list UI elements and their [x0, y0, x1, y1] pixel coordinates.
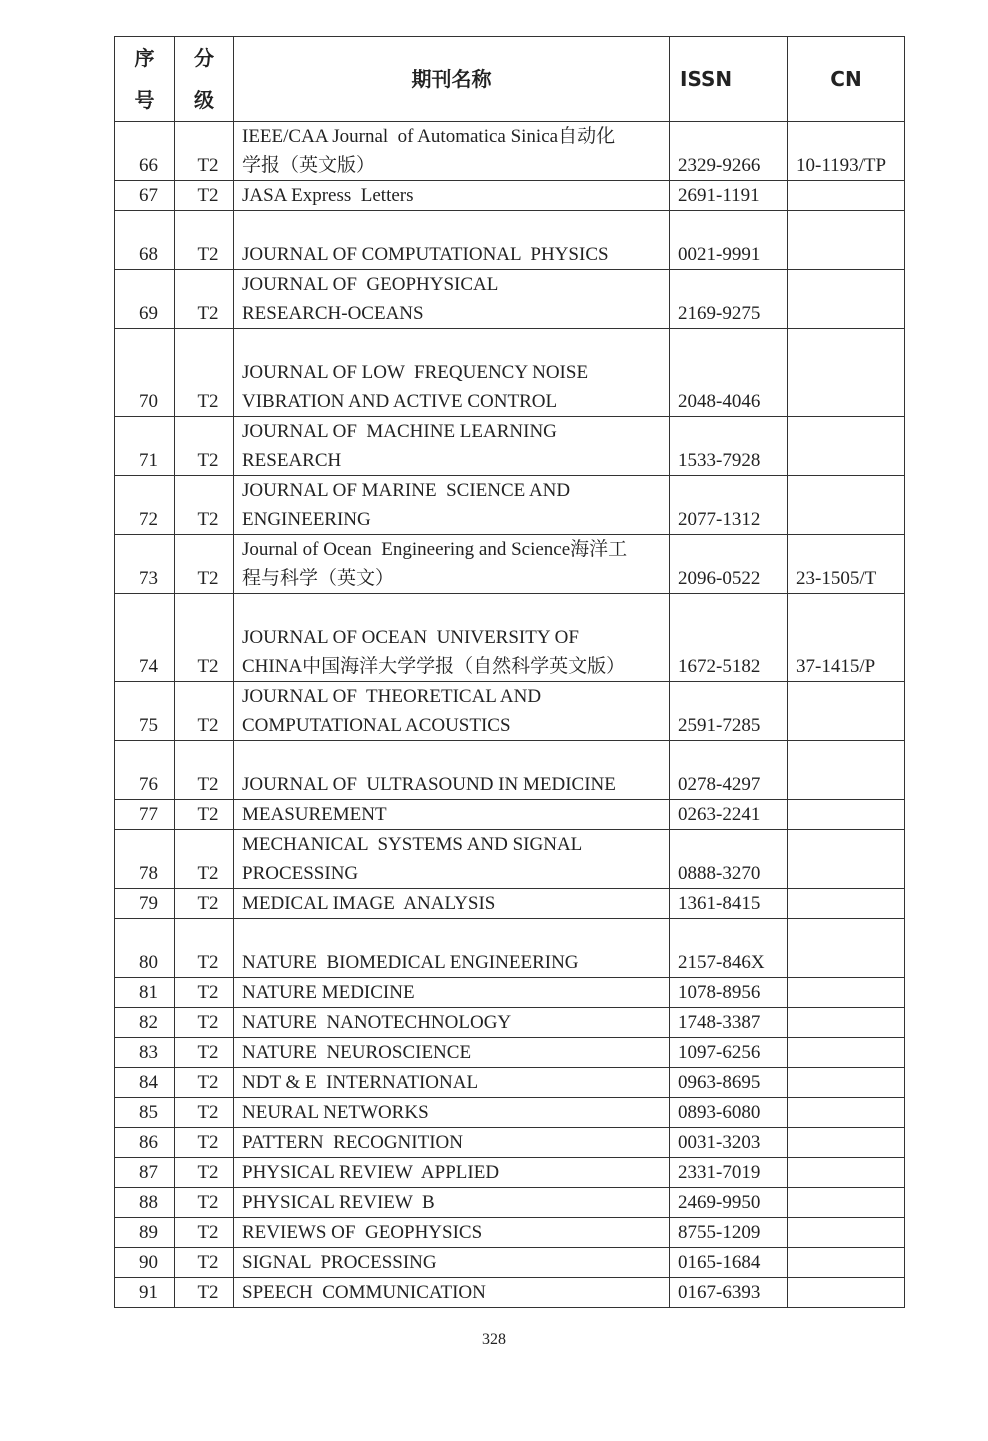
- journal-cn: [788, 830, 905, 889]
- row-level: T2: [175, 919, 234, 978]
- header-level: [175, 37, 234, 122]
- header-level-line2: 级: [194, 88, 214, 112]
- row-number: 76: [115, 741, 175, 800]
- journal-cn: [788, 1158, 905, 1188]
- journal-issn: 0888-3270: [670, 830, 788, 889]
- journal-issn: 1672-5182: [670, 594, 788, 682]
- row-level: T2: [175, 1068, 234, 1098]
- row-number: 81: [115, 978, 175, 1008]
- journal-name-line: PHYSICAL REVIEW APPLIED: [242, 1162, 500, 1183]
- row-number: 87: [115, 1158, 175, 1188]
- page-number: 328: [482, 1331, 506, 1348]
- journal-name-line: JOURNAL OF OCEAN UNIVERSITY OF: [242, 627, 579, 648]
- journal-name-line: MEDICAL IMAGE ANALYSIS: [242, 893, 496, 914]
- row-number: 86: [115, 1128, 175, 1158]
- journal-cn: [788, 978, 905, 1008]
- journal-issn: 2691-1191: [670, 181, 788, 211]
- row-number: 70: [115, 329, 175, 417]
- table-row: [115, 741, 905, 800]
- row-level: T2: [175, 1038, 234, 1068]
- header-num: [115, 37, 175, 122]
- journal-cn: [788, 1248, 905, 1278]
- journal-cn: [788, 270, 905, 329]
- journal-issn: 2591-7285: [670, 682, 788, 741]
- row-number: 78: [115, 830, 175, 889]
- row-level: T2: [175, 329, 234, 417]
- journal-cn: 23-1505/T: [788, 535, 905, 594]
- journal-name: [234, 211, 670, 270]
- journal-name-line: COMPUTATIONAL ACOUSTICS: [242, 715, 511, 736]
- journal-issn: 2077-1312: [670, 476, 788, 535]
- journal-name: [234, 1188, 670, 1218]
- journal-name: [234, 919, 670, 978]
- journal-cn: [788, 741, 905, 800]
- row-level: T2: [175, 476, 234, 535]
- journal-cn: 10-1193/TP: [788, 122, 905, 181]
- table-row: [115, 889, 905, 919]
- journal-name: [234, 417, 670, 476]
- header-num-line1: 序: [134, 46, 155, 70]
- journal-name-line: NATURE MEDICINE: [242, 982, 415, 1003]
- journal-name-line: [242, 594, 669, 623]
- journal-issn: 2157-846X: [670, 919, 788, 978]
- table-row: [115, 535, 905, 594]
- row-number: 77: [115, 800, 175, 830]
- journal-cn: [788, 181, 905, 211]
- table-row: [115, 122, 905, 181]
- row-level: T2: [175, 122, 234, 181]
- journal-name-line: [242, 211, 669, 240]
- journal-name-line: [242, 919, 669, 948]
- journal-name-line: JOURNAL OF COMPUTATIONAL PHYSICS: [242, 244, 609, 265]
- journal-name-line: JOURNAL OF MARINE SCIENCE AND: [242, 480, 571, 501]
- table-row: [115, 1278, 905, 1308]
- journal-name-line: PROCESSING: [242, 863, 359, 884]
- journal-name-line: JOURNAL OF THEORETICAL AND: [242, 686, 542, 707]
- table-row: [115, 1158, 905, 1188]
- row-level: T2: [175, 417, 234, 476]
- journal-name-line: PHYSICAL REVIEW B: [242, 1192, 435, 1213]
- journal-name-line: 程与科学（英文）: [242, 568, 395, 589]
- table-row: [115, 830, 905, 889]
- journal-name: [234, 535, 670, 594]
- journal-cn: [788, 1008, 905, 1038]
- journal-issn: 2048-4046: [670, 329, 788, 417]
- journal-name: [234, 1098, 670, 1128]
- journal-issn: 2096-0522: [670, 535, 788, 594]
- journal-table: [114, 36, 905, 1308]
- journal-name-line: JOURNAL OF ULTRASOUND IN MEDICINE: [242, 774, 616, 795]
- journal-cn: [788, 211, 905, 270]
- journal-name-line: [242, 741, 669, 770]
- row-level: T2: [175, 741, 234, 800]
- journal-issn: 1361-8415: [670, 889, 788, 919]
- table-row: [115, 1248, 905, 1278]
- journal-name: [234, 1128, 670, 1158]
- journal-cn: [788, 417, 905, 476]
- row-number: 74: [115, 594, 175, 682]
- journal-issn: 0893-6080: [670, 1098, 788, 1128]
- row-level: T2: [175, 181, 234, 211]
- row-number: 88: [115, 1188, 175, 1218]
- journal-name-line: SPEECH COMMUNICATION: [242, 1282, 486, 1303]
- journal-name-line: MEASUREMENT: [242, 804, 387, 825]
- row-number: 83: [115, 1038, 175, 1068]
- journal-cn: [788, 1098, 905, 1128]
- journal-name: [234, 1278, 670, 1308]
- table-row: [115, 476, 905, 535]
- row-level: T2: [175, 682, 234, 741]
- table-row: [115, 682, 905, 741]
- table-row: [115, 594, 905, 682]
- header-level-line1: 分: [194, 46, 214, 70]
- row-level: T2: [175, 1218, 234, 1248]
- journal-name: [234, 181, 670, 211]
- row-level: T2: [175, 1008, 234, 1038]
- journal-name: [234, 1158, 670, 1188]
- journal-name: [234, 329, 670, 417]
- row-level: T2: [175, 800, 234, 830]
- journal-name-line: JASA Express Letters: [242, 185, 414, 206]
- header-issn: ISSN: [670, 37, 788, 122]
- journal-issn: 0263-2241: [670, 800, 788, 830]
- journal-issn: 1078-8956: [670, 978, 788, 1008]
- header-name: 期刊名称: [234, 37, 670, 122]
- journal-name-line: RESEARCH-OCEANS: [242, 303, 424, 324]
- journal-issn: 0021-9991: [670, 211, 788, 270]
- journal-cn: [788, 919, 905, 978]
- row-level: T2: [175, 1278, 234, 1308]
- row-level: T2: [175, 1188, 234, 1218]
- row-number: 84: [115, 1068, 175, 1098]
- journal-issn: 0031-3203: [670, 1128, 788, 1158]
- journal-name-line: ENGINEERING: [242, 509, 371, 530]
- journal-name: [234, 594, 670, 682]
- journal-name: [234, 830, 670, 889]
- journal-cn: [788, 800, 905, 830]
- journal-name-line: JOURNAL OF MACHINE LEARNING: [242, 421, 557, 442]
- row-level: T2: [175, 270, 234, 329]
- row-number: 69: [115, 270, 175, 329]
- row-number: 91: [115, 1278, 175, 1308]
- journal-issn: 2169-9275: [670, 270, 788, 329]
- table-row: [115, 211, 905, 270]
- journal-name: [234, 122, 670, 181]
- row-number: 75: [115, 682, 175, 741]
- journal-cn: [788, 329, 905, 417]
- journal-name: [234, 1218, 670, 1248]
- journal-issn: 8755-1209: [670, 1218, 788, 1248]
- row-level: T2: [175, 1158, 234, 1188]
- journal-name-line: RESEARCH: [242, 450, 342, 471]
- journal-name: [234, 270, 670, 329]
- journal-cn: [788, 1128, 905, 1158]
- journal-name-line: NATURE NEUROSCIENCE: [242, 1042, 472, 1063]
- table-row: [115, 270, 905, 329]
- row-level: T2: [175, 830, 234, 889]
- journal-cn: [788, 476, 905, 535]
- journal-name: [234, 682, 670, 741]
- row-number: 68: [115, 211, 175, 270]
- row-number: 67: [115, 181, 175, 211]
- row-level: T2: [175, 1128, 234, 1158]
- journal-issn: 1533-7928: [670, 417, 788, 476]
- journal-issn: 2331-7019: [670, 1158, 788, 1188]
- row-number: 80: [115, 919, 175, 978]
- table-row: [115, 919, 905, 978]
- journal-name: [234, 1248, 670, 1278]
- journal-name-line: JOURNAL OF GEOPHYSICAL: [242, 274, 499, 295]
- header-cn: CN: [788, 37, 905, 122]
- header-row: [115, 37, 905, 122]
- journal-name: [234, 741, 670, 800]
- journal-name-line: NEURAL NETWORKS: [242, 1102, 429, 1123]
- table-row: [115, 417, 905, 476]
- journal-name-line: PATTERN RECOGNITION: [242, 1132, 463, 1153]
- journal-issn: 0165-1684: [670, 1248, 788, 1278]
- journal-name-line: JOURNAL OF LOW FREQUENCY NOISE: [242, 362, 589, 383]
- journal-issn: 2469-9950: [670, 1188, 788, 1218]
- row-level: T2: [175, 594, 234, 682]
- journal-name-line: NATURE NANOTECHNOLOGY: [242, 1012, 512, 1033]
- row-number: 85: [115, 1098, 175, 1128]
- journal-name-line: SIGNAL PROCESSING: [242, 1252, 437, 1273]
- row-level: T2: [175, 978, 234, 1008]
- journal-name: [234, 1008, 670, 1038]
- journal-name-line: REVIEWS OF GEOPHYSICS: [242, 1222, 483, 1243]
- table-row: [115, 800, 905, 830]
- journal-issn: 0963-8695: [670, 1068, 788, 1098]
- journal-cn: [788, 1218, 905, 1248]
- table-row: [115, 181, 905, 211]
- table-body: [115, 122, 905, 1308]
- row-number: 89: [115, 1218, 175, 1248]
- journal-name-line: MECHANICAL SYSTEMS AND SIGNAL: [242, 834, 583, 855]
- journal-issn: 1748-3387: [670, 1008, 788, 1038]
- row-number: 72: [115, 476, 175, 535]
- row-level: T2: [175, 1098, 234, 1128]
- journal-cn: [788, 1278, 905, 1308]
- journal-name: [234, 889, 670, 919]
- journal-name: [234, 978, 670, 1008]
- journal-name-line: IEEE/CAA Journal of Automatica Sinica自动化: [242, 126, 616, 147]
- journal-name-line: [242, 329, 669, 358]
- journal-name: [234, 476, 670, 535]
- table-row: [115, 1128, 905, 1158]
- journal-name-line: 学报（英文版）: [242, 155, 376, 176]
- journal-name: [234, 800, 670, 830]
- journal-name-line: Journal of Ocean Engineering and Science海洋工: [242, 539, 628, 560]
- journal-issn: 2329-9266: [670, 122, 788, 181]
- journal-issn: 1097-6256: [670, 1038, 788, 1068]
- journal-cn: [788, 1038, 905, 1068]
- journal-name: [234, 1068, 670, 1098]
- journal-name-line: NDT & E INTERNATIONAL: [242, 1072, 479, 1093]
- row-number: 79: [115, 889, 175, 919]
- journal-cn: [788, 889, 905, 919]
- table-row: [115, 1038, 905, 1068]
- table-row: [115, 1188, 905, 1218]
- row-number: 82: [115, 1008, 175, 1038]
- row-level: T2: [175, 535, 234, 594]
- journal-name-line: VIBRATION AND ACTIVE CONTROL: [242, 391, 558, 412]
- table-header: [115, 37, 905, 122]
- table-row: [115, 1098, 905, 1128]
- row-level: T2: [175, 1248, 234, 1278]
- row-number: 90: [115, 1248, 175, 1278]
- table-row: [115, 1008, 905, 1038]
- table-row: [115, 978, 905, 1008]
- journal-issn: 0278-4297: [670, 741, 788, 800]
- row-level: T2: [175, 889, 234, 919]
- journal-cn: [788, 1068, 905, 1098]
- row-level: T2: [175, 211, 234, 270]
- journal-cn: 37-1415/P: [788, 594, 905, 682]
- journal-cn: [788, 1188, 905, 1218]
- journal-name-line: NATURE BIOMEDICAL ENGINEERING: [242, 952, 579, 973]
- journal-name-line: CHINA中国海洋大学学报（自然科学英文版）: [242, 656, 626, 677]
- row-number: 66: [115, 122, 175, 181]
- journal-name: [234, 1038, 670, 1068]
- table-row: [115, 1068, 905, 1098]
- row-number: 71: [115, 417, 175, 476]
- table-row: [115, 1218, 905, 1248]
- header-num-line2: 号: [134, 88, 155, 112]
- journal-cn: [788, 682, 905, 741]
- row-number: 73: [115, 535, 175, 594]
- journal-issn: 0167-6393: [670, 1278, 788, 1308]
- table-row: [115, 329, 905, 417]
